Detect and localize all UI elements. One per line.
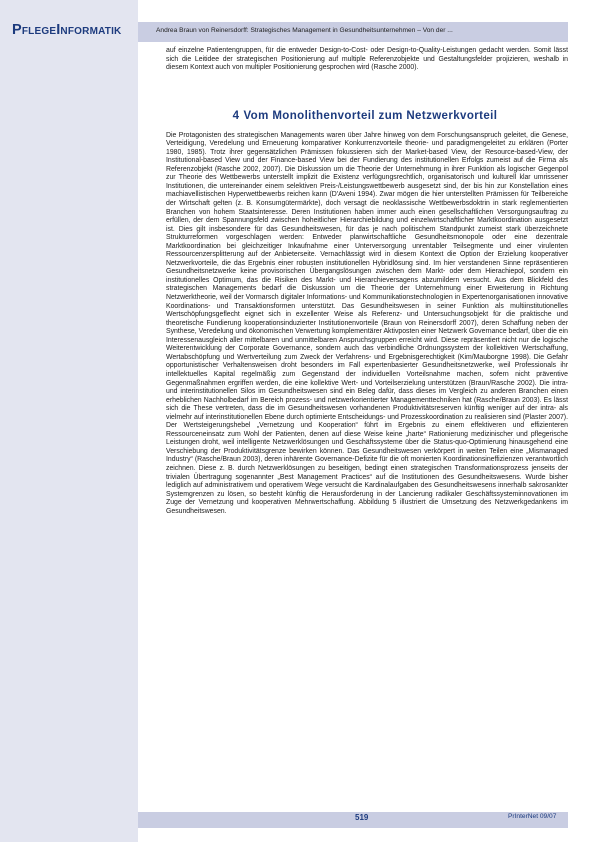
journal-logo: PflegeInformatik bbox=[12, 22, 122, 38]
article-body bbox=[166, 47, 568, 516]
running-header-title: Andrea Braun von Reinersdorff: Strategisches Management in Gesundheitsunternehmen – Von der ... bbox=[156, 27, 453, 34]
body-paragraph: Die Protagonisten des strategischen Managements waren über Jahre hinweg von dem Forschungsanspruch geleitet, die Genese, Verteidigung, Veredelung und Erneuerung komparativer Konkurrenzvorteile theorie- und paradigmengeleitet zu erklären (Porter 1980, 1985). Trotz ihrer gegensätzlichen Prämissen fokussieren sich der Market-based View, der Resource-based-View, der Institutional-based View und der Finance-based View bei der Fundierung des institutionellen Erfolgs zumeist auf die Firma als Referenzobjekt (Rasche 2002, 2007). Die Diskussion um die Theorie der Unternehmung in ihrer Funktion als logischer Gegenpol zur Theorie des Wettbewerbs unterstellt implizit die Existenz verfügungsrechtlich, organisatorisch und kulturell klar umrissener Institutionen, die untereinander einem selektiven Preis-/Leistungswettbewerb ausgesetzt sind, der bis hin zur Konstellation eines machiavellistischen Hyperwettbewerbs reichen kann (D'Aveni 1994). Zwar mögen die hier unterstellten Prämissen für Teilbereiche der Wirtschaft gelten (z. B. Konsumgütermärkte), doch versagt die neoklassische Wettbewerbsdoktrin in stark reglementierten Branchen von hohem Staatsinteresse. Deren Institutionen haben immer auch einen gesellschaftlichen Versorgungsauftrag zu erfüllen, der dem Spannungsfeld zwischen hoheitlicher Hierarchiebildung und einzelwirtschaftlicher Marktkoordination ausgesetzt ist. Dies gilt insbesondere für das Gesundheitswesen, für das je nach politischem Standpunkt zumeist stark überzeichnete Strukturreformen vorgeschlagen werden: Entweder planwirtschaftliche Gesundheitsmonopole oder eine dezentrale Marktkoordination bei gleichzeitiger Inkaufnahme einer Unterversorgung unrentabler Teilsegmente und einer virulenten Ressourcenzersplitterung auf der Anbieterseite. Vernachlässigt wird in diesem Kontext die Option der Erzielung kooperativer Netzwerkvorteile, die das Ergebnis einer robusten institutionellen Hybridlösung sind. Im hier verstandenen Sinne repräsentieren Gesundheitsnetzwerke keine provisorischen Übergangslösungen zwischen dem Markt- oder dem Hierachiepol, sondern ein institutionelles Optimum, das die Risiken des Markt- und Hierarchieversagens abzumildern versucht. Aus dem Blickfeld des strategischen Managements bedarf die Diskussion um die Theorie der Unternehmung einer Erweiterung in Richtung Netzwerktheorie, weil der Vormarsch digitaler Informations- und Kommunikationstechnologien in Expertenorganisationen innovative Koordinations- und Transaktionsformen unterstützt. Das Gesundheitswesen in seiner Funktion als multiinstitutionelles Wertschöpfungsgeflecht eignet sich in exzellenter Weise als Referenz- und Untersuchungsobjekt für die praktische und theoretische Fundierung kooperationsinduzierter Institutionenvorteile (Braun von Reinersdorff 2007), deren Schaffung neben der Synthese, Veredelung und ökonomischen Verwertung komplementärer Aktivposten einer Netzwerk Governance bedarf, über die ein Interessenausgleich aller mittelbaren und unmittelbaren Anspruchsgruppen erreicht wird. Diese repräsentiert nicht nur die logische Weiterentwicklung der Corporate Governance, sondern auch das verbindliche Ordnungssystem der kollektiven Wertschaffung, Wertabschöpfung und Wertverteilung zum Zweck der Verfahrens- und Ergebnisgerechtigkeit (Kim/Mauborgne 1998). Die Gefahr opportunistischer Verhaltensweisen droht besonders im Fall expertenbasierter Gesundheitsnetzwerke, weil Professionals ihr intellektuelles Kapital regelmäßig zum Gegenstand der individuellen Vorteilsnahme machen, sofern nicht präventive Gegenmaßnahmen ergriffen werden, die eine kollektive Wert- und Vorteilserzielung unterstützen (Braun/Rasche 2002). Die intra- und interinstitutionellen Silos im Gesundheitswesen sind ein Beleg dafür, dass dieses im Vergleich zu anderen Branchen einen erheblichen Nachholbedarf im Bereich prozess- und netzwerkorientierter Managementtechniken hat (Rasche/Braun 2003). Es lässt sich die These vertreten, dass die im Gesundheitswesen vorhandenen Produktivitätsreserven künftig weniger auf der intra- als vielmehr auf interinstitutionellen Ebene durch optimierte Entscheidungs- und Prozesskoordination zu realisieren sind (Plaster 2007). Der Wertsteigerungshebel „Vernetzung und Kooperation“ führt im Ergebnis zu einem effektiveren und effizienteren Ressourceneinsatz zum Wohl der Patienten, denen auf diese Weise keine „harte“ Rationierung medizinischer und pflegerische Leistungen droht, weil intelligente Netzwerklösungen und Geschäftssysteme über die Status-quo-Optimierung hinausgehend eine Verschiebung der Produktivitätsgrenze bewirken können. Das Gesundheitswesen verkörpert in weiten Teilen eine „Mismanaged Industry“ (Rasche/Braun 2003), deren inhärente Governance-Defizite für die oft monierten Koordinationsineffizienzen verantwortlich zeichnen. Diese z. B. durch Netzwerklösungen zu beseitigen, bedingt einen strategischen Transformationsprozess jenseits der trivialen Übertragung sogenannter „Best Management Practices“ auf die Institutionen des Gesundheitswesens. Wurde bisher lediglich auf administrativem und operativem Wege versucht die Kardinalaufgaben des Gesundheitswesens innerhalb sakrosankter Systemgrenzen zu lösen, so besteht künftig die Herausforderung in der Lancierung radikaler Geschäftssysteminnovationen im Zuge der Vernetzung und kooperativen Mehrwertschaffung. Abbildung 5 illustriert die Umsetzung des Netzwerkgedankens im Gesundheitswesen. bbox=[166, 131, 568, 515]
page-number: 519 bbox=[355, 813, 369, 822]
intro-paragraph: auf einzelne Patientengruppen, für die entweder Design-to-Cost- oder Design-to-Quality-Leistungen gedacht werden. Somit lässt sich die Leitidee der strategischen Positionierung auf multiple Referenzobjekte und Gestaltungsfelder projizieren, weshalb in diesem Kontext auch von multipler Positionierung gesprochen wird (Rasche 2000). bbox=[166, 47, 568, 72]
section-title-text: Vom Monolithenvorteil zum Netzwerkvorteil bbox=[243, 109, 498, 122]
journal-issue: PrInterNet 09/07 bbox=[508, 813, 557, 820]
left-sidebar-band bbox=[0, 0, 138, 842]
section-number: 4 bbox=[232, 109, 240, 122]
section-heading bbox=[166, 110, 568, 123]
footer-bar bbox=[138, 812, 568, 828]
